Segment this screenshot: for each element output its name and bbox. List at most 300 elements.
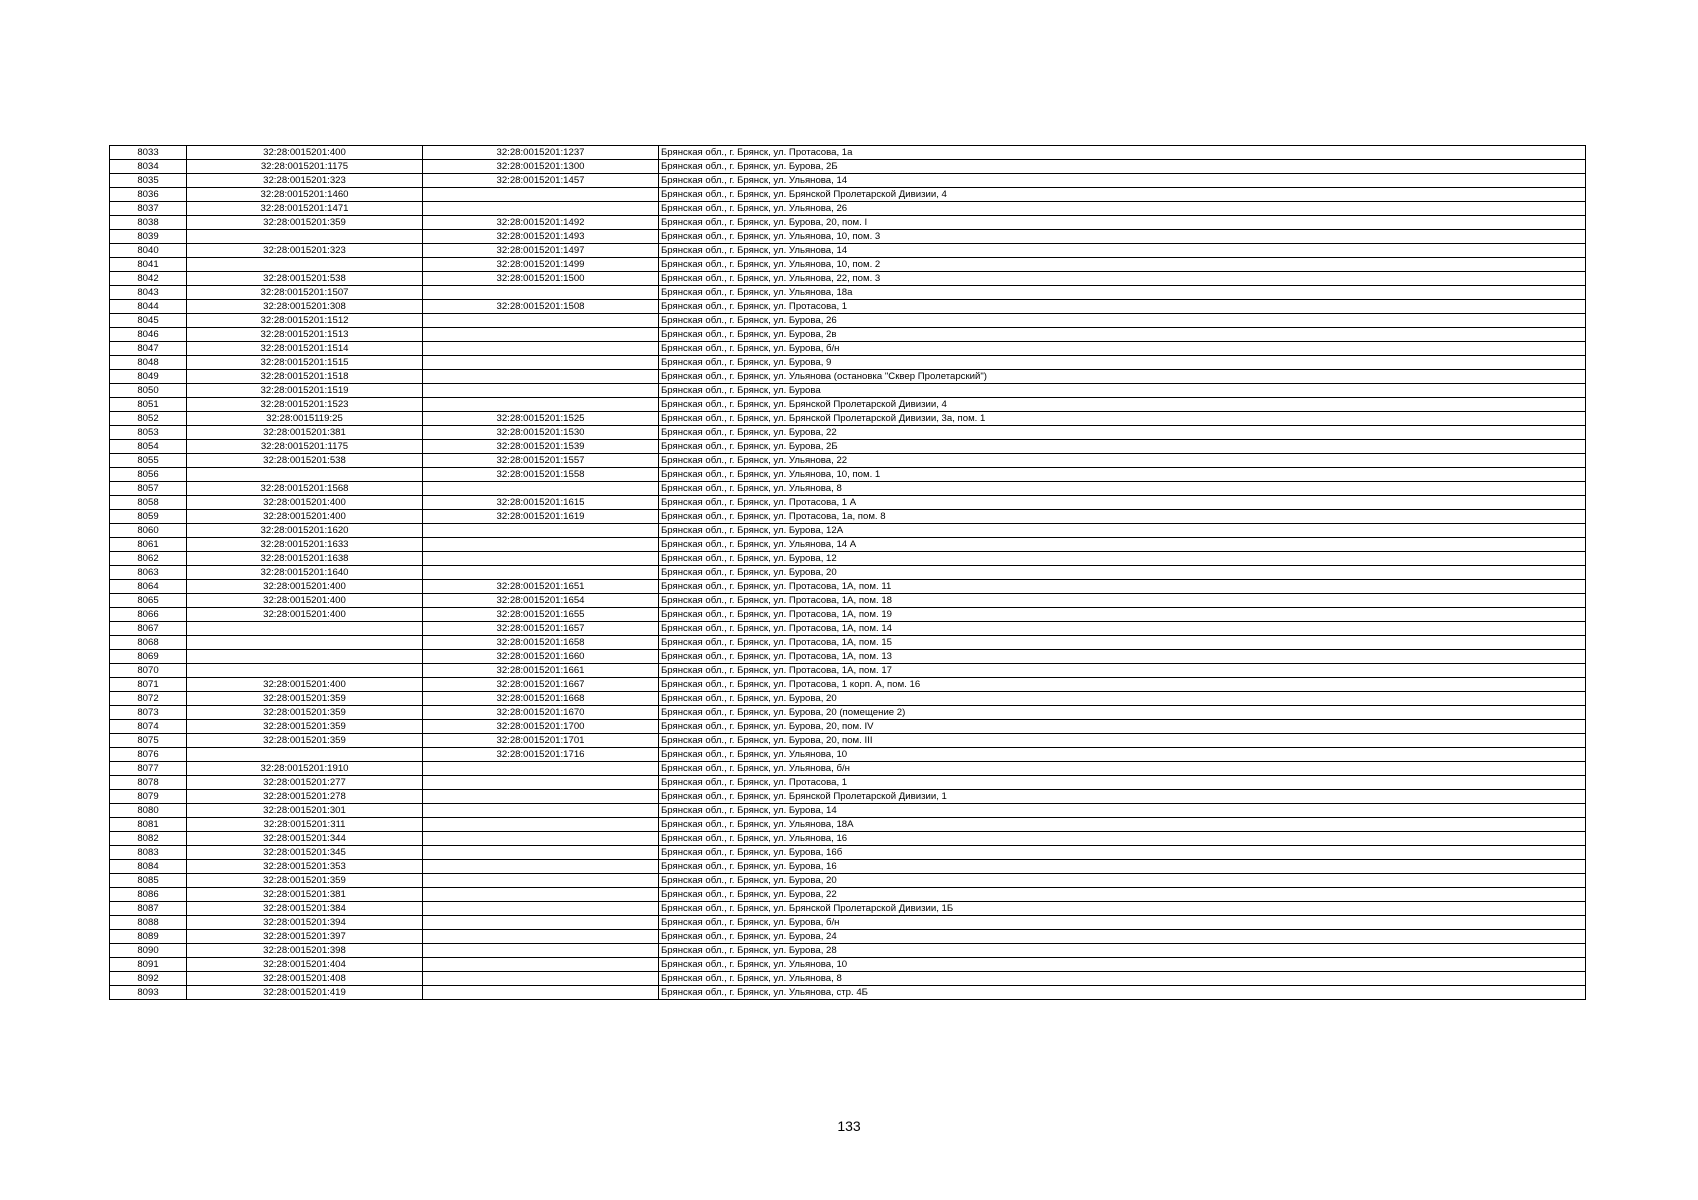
row-number-cell: 8050 [110,384,187,398]
table-row [110,790,1586,804]
table-row [110,482,1586,496]
table-row [110,692,1586,706]
table-row [110,468,1586,482]
row-number-cell: 8054 [110,440,187,454]
row-number-cell: 8088 [110,916,187,930]
row-number-cell: 8033 [110,146,187,160]
object-cadastral-number-cell: 32:28:0015201:1660 [423,650,659,664]
cadastral-number-cell: 32:28:0015201:1512 [187,314,423,328]
cadastral-number-cell [187,748,423,762]
row-number-cell: 8090 [110,944,187,958]
table-row [110,286,1586,300]
page-number: 133 [837,1118,861,1134]
row-number-cell: 8059 [110,510,187,524]
row-number-cell: 8053 [110,426,187,440]
address-cell: Брянская обл., г. Брянск, ул. Бурова, б/н [659,342,1586,356]
row-number-cell: 8085 [110,874,187,888]
table-row [110,244,1586,258]
row-number-cell: 8036 [110,188,187,202]
cadastral-number-cell: 32:28:0015201:359 [187,706,423,720]
table-row [110,188,1586,202]
cadastral-number-cell: 32:28:0015201:1175 [187,160,423,174]
cadastral-number-cell: 32:28:0015201:400 [187,496,423,510]
object-cadastral-number-cell [423,846,659,860]
address-cell: Брянская обл., г. Брянск, ул. Протасова, 1А, пом. 17 [659,664,1586,678]
address-cell: Брянская обл., г. Брянск, ул. Ульянова, 26 [659,202,1586,216]
address-cell: Брянская обл., г. Брянск, ул. Ульянова, 10, пом. 1 [659,468,1586,482]
table-row [110,314,1586,328]
row-number-cell: 8040 [110,244,187,258]
cadastral-number-cell: 32:28:0015201:359 [187,216,423,230]
table-row [110,216,1586,230]
object-cadastral-number-cell: 32:28:0015201:1661 [423,664,659,678]
table-row [110,230,1586,244]
address-cell: Брянская обл., г. Брянск, ул. Бурова, 22 [659,888,1586,902]
cadastral-number-cell [187,650,423,664]
table-row [110,902,1586,916]
cadastral-number-cell: 32:28:0015201:1640 [187,566,423,580]
address-cell: Брянская обл., г. Брянск, ул. Бурова, 26 [659,314,1586,328]
object-cadastral-number-cell [423,342,659,356]
row-number-cell: 8079 [110,790,187,804]
object-cadastral-number-cell: 32:28:0015201:1508 [423,300,659,314]
address-cell: Брянская обл., г. Брянск, ул. Ульянова, б/н [659,762,1586,776]
object-cadastral-number-cell [423,566,659,580]
object-cadastral-number-cell [423,356,659,370]
row-number-cell: 8069 [110,650,187,664]
table-row [110,734,1586,748]
table-row [110,720,1586,734]
object-cadastral-number-cell: 32:28:0015201:1300 [423,160,659,174]
table-row [110,538,1586,552]
table-row [110,650,1586,664]
table-row [110,678,1586,692]
object-cadastral-number-cell: 32:28:0015201:1667 [423,678,659,692]
address-cell: Брянская обл., г. Брянск, ул. Бурова, 20, пом. I [659,216,1586,230]
row-number-cell: 8051 [110,398,187,412]
cadastral-number-cell: 32:28:0015201:1175 [187,440,423,454]
table-row [110,874,1586,888]
object-cadastral-number-cell: 32:28:0015201:1700 [423,720,659,734]
address-cell: Брянская обл., г. Брянск, ул. Бурова, 20 [659,566,1586,580]
table-row [110,356,1586,370]
table-row [110,916,1586,930]
row-number-cell: 8093 [110,986,187,1000]
row-number-cell: 8076 [110,748,187,762]
table-row [110,804,1586,818]
row-number-cell: 8091 [110,958,187,972]
table-row [110,818,1586,832]
table-row [110,888,1586,902]
address-cell: Брянская обл., г. Брянск, ул. Бурова, 16б [659,846,1586,860]
row-number-cell: 8086 [110,888,187,902]
row-number-cell: 8044 [110,300,187,314]
cadastral-number-cell [187,622,423,636]
row-number-cell: 8083 [110,846,187,860]
cadastral-number-cell: 32:28:0015201:311 [187,818,423,832]
cadastral-number-cell: 32:28:0015201:359 [187,734,423,748]
cadastral-number-cell: 32:28:0015201:400 [187,594,423,608]
address-cell: Брянская обл., г. Брянск, ул. Брянской Пролетарской Дивизии, 3а, пом. 1 [659,412,1586,426]
row-number-cell: 8041 [110,258,187,272]
address-cell: Брянская обл., г. Брянск, ул. Бурова, 20 (помещение 2) [659,706,1586,720]
table-row [110,412,1586,426]
table-row [110,258,1586,272]
object-cadastral-number-cell [423,832,659,846]
row-number-cell: 8046 [110,328,187,342]
address-cell: Брянская обл., г. Брянск, ул. Ульянова, 18а [659,286,1586,300]
address-cell: Брянская обл., г. Брянск, ул. Бурова, 24 [659,930,1586,944]
cadastral-number-cell: 32:28:0015201:344 [187,832,423,846]
address-cell: Брянская обл., г. Брянск, ул. Ульянова, 14 А [659,538,1586,552]
address-cell: Брянская обл., г. Брянск, ул. Бурова, 28 [659,944,1586,958]
address-cell: Брянская обл., г. Брянск, ул. Протасова, 1А, пом. 14 [659,622,1586,636]
address-cell: Брянская обл., г. Брянск, ул. Протасова, 1А, пом. 11 [659,580,1586,594]
row-number-cell: 8043 [110,286,187,300]
table-row [110,174,1586,188]
cadastral-table [109,145,1586,1000]
table-row [110,608,1586,622]
row-number-cell: 8063 [110,566,187,580]
address-cell: Брянская обл., г. Брянск, ул. Бурова, 2Б [659,440,1586,454]
cadastral-number-cell: 32:28:0015201:408 [187,972,423,986]
address-cell: Брянская обл., г. Брянск, ул. Протасова, 1 [659,776,1586,790]
cadastral-number-cell: 32:28:0015201:1513 [187,328,423,342]
table-row [110,454,1586,468]
object-cadastral-number-cell [423,930,659,944]
object-cadastral-number-cell [423,986,659,1000]
object-cadastral-number-cell: 32:28:0015201:1654 [423,594,659,608]
cadastral-number-cell: 32:28:0015201:1518 [187,370,423,384]
row-number-cell: 8049 [110,370,187,384]
row-number-cell: 8047 [110,342,187,356]
cadastral-number-cell: 32:28:0015201:400 [187,678,423,692]
row-number-cell: 8064 [110,580,187,594]
object-cadastral-number-cell [423,552,659,566]
address-cell: Брянская обл., г. Брянск, ул. Ульянова, 10, пом. 2 [659,258,1586,272]
row-number-cell: 8057 [110,482,187,496]
object-cadastral-number-cell [423,314,659,328]
table-row [110,636,1586,650]
table-row [110,496,1586,510]
row-number-cell: 8087 [110,902,187,916]
object-cadastral-number-cell: 32:28:0015201:1539 [423,440,659,454]
cadastral-number-cell: 32:28:0015201:1515 [187,356,423,370]
address-cell: Брянская обл., г. Брянск, ул. Бурова, 20 [659,692,1586,706]
object-cadastral-number-cell [423,972,659,986]
row-number-cell: 8073 [110,706,187,720]
cadastral-number-cell: 32:28:0015201:1910 [187,762,423,776]
address-cell: Брянская обл., г. Брянск, ул. Бурова, 12А [659,524,1586,538]
cadastral-number-cell: 32:28:0015201:359 [187,720,423,734]
object-cadastral-number-cell: 32:28:0015201:1716 [423,748,659,762]
cadastral-number-cell [187,468,423,482]
object-cadastral-number-cell [423,538,659,552]
table-row [110,510,1586,524]
object-cadastral-number-cell: 32:28:0015201:1701 [423,734,659,748]
cadastral-number-cell: 32:28:0015201:394 [187,916,423,930]
table-row [110,370,1586,384]
table-row [110,342,1586,356]
address-cell: Брянская обл., г. Брянск, ул. Ульянова (остановка "Сквер Пролетарский") [659,370,1586,384]
cadastral-number-cell: 32:28:0015201:397 [187,930,423,944]
address-cell: Брянская обл., г. Брянск, ул. Протасова, 1А, пом. 18 [659,594,1586,608]
address-cell: Брянская обл., г. Брянск, ул. Протасова, 1А, пом. 15 [659,636,1586,650]
address-cell: Брянская обл., г. Брянск, ул. Протасова, 1 корп. А, пом. 16 [659,678,1586,692]
table-row [110,832,1586,846]
address-cell: Брянская обл., г. Брянск, ул. Ульянова, 22, пом. 3 [659,272,1586,286]
table-row [110,160,1586,174]
cadastral-number-cell: 32:28:0015201:400 [187,146,423,160]
table-row [110,762,1586,776]
object-cadastral-number-cell [423,398,659,412]
object-cadastral-number-cell [423,874,659,888]
object-cadastral-number-cell [423,370,659,384]
object-cadastral-number-cell: 32:28:0015201:1670 [423,706,659,720]
address-cell: Брянская обл., г. Брянск, ул. Бурова, 2в [659,328,1586,342]
address-cell: Брянская обл., г. Брянск, ул. Ульянова, 14 [659,244,1586,258]
row-number-cell: 8048 [110,356,187,370]
object-cadastral-number-cell: 32:28:0015201:1500 [423,272,659,286]
table-row [110,300,1586,314]
address-cell: Брянская обл., г. Брянск, ул. Бурова, 9 [659,356,1586,370]
cadastral-number-cell: 32:28:0015201:1507 [187,286,423,300]
address-cell: Брянская обл., г. Брянск, ул. Бурова, 22 [659,426,1586,440]
table-row [110,972,1586,986]
cadastral-number-cell: 32:28:0015201:1620 [187,524,423,538]
table-row [110,580,1586,594]
row-number-cell: 8072 [110,692,187,706]
cadastral-number-cell: 32:28:0015201:538 [187,454,423,468]
address-cell: Брянская обл., г. Брянск, ул. Протасова, 1А, пом. 13 [659,650,1586,664]
row-number-cell: 8080 [110,804,187,818]
row-number-cell: 8055 [110,454,187,468]
object-cadastral-number-cell [423,818,659,832]
table-row [110,384,1586,398]
address-cell: Брянская обл., г. Брянск, ул. Брянской Пролетарской Дивизии, 4 [659,398,1586,412]
object-cadastral-number-cell: 32:28:0015201:1557 [423,454,659,468]
address-cell: Брянская обл., г. Брянск, ул. Ульянова, 14 [659,174,1586,188]
address-cell: Брянская обл., г. Брянск, ул. Брянской Пролетарской Дивизии, 1 [659,790,1586,804]
object-cadastral-number-cell [423,902,659,916]
address-cell: Брянская обл., г. Брянск, ул. Ульянова, 22 [659,454,1586,468]
cadastral-number-cell: 32:28:0015201:398 [187,944,423,958]
object-cadastral-number-cell: 32:28:0015201:1657 [423,622,659,636]
address-cell: Брянская обл., г. Брянск, ул. Ульянова, 10, пом. 3 [659,230,1586,244]
cadastral-number-cell [187,230,423,244]
row-number-cell: 8045 [110,314,187,328]
address-cell: Брянская обл., г. Брянск, ул. Ульянова, 18А [659,818,1586,832]
object-cadastral-number-cell [423,482,659,496]
table-row [110,566,1586,580]
address-cell: Брянская обл., г. Брянск, ул. Бурова, 2Б [659,160,1586,174]
row-number-cell: 8070 [110,664,187,678]
row-number-cell: 8075 [110,734,187,748]
row-number-cell: 8071 [110,678,187,692]
cadastral-number-cell: 32:28:0015201:277 [187,776,423,790]
cadastral-number-cell: 32:28:0015201:278 [187,790,423,804]
address-cell: Брянская обл., г. Брянск, ул. Протасова, 1А, пом. 19 [659,608,1586,622]
address-cell: Брянская обл., г. Брянск, ул. Бурова, 16 [659,860,1586,874]
object-cadastral-number-cell [423,888,659,902]
address-cell: Брянская обл., г. Брянск, ул. Ульянова, стр. 4Б [659,986,1586,1000]
object-cadastral-number-cell [423,790,659,804]
object-cadastral-number-cell: 32:28:0015201:1658 [423,636,659,650]
address-cell: Брянская обл., г. Брянск, ул. Бурова, 20, пом. IV [659,720,1586,734]
row-number-cell: 8068 [110,636,187,650]
address-cell: Брянская обл., г. Брянск, ул. Ульянова, 8 [659,972,1586,986]
cadastral-number-cell: 32:28:0015201:301 [187,804,423,818]
row-number-cell: 8089 [110,930,187,944]
address-cell: Брянская обл., г. Брянск, ул. Ульянова, 8 [659,482,1586,496]
object-cadastral-number-cell [423,776,659,790]
table-row [110,594,1586,608]
row-number-cell: 8066 [110,608,187,622]
row-number-cell: 8037 [110,202,187,216]
cadastral-number-cell: 32:28:0015201:359 [187,874,423,888]
object-cadastral-number-cell [423,944,659,958]
table-row [110,272,1586,286]
address-cell: Брянская обл., г. Брянск, ул. Бурова, 14 [659,804,1586,818]
row-number-cell: 8035 [110,174,187,188]
object-cadastral-number-cell [423,762,659,776]
cadastral-number-cell: 32:28:0015201:359 [187,692,423,706]
cadastral-number-cell: 32:28:0015201:323 [187,244,423,258]
cadastral-number-cell: 32:28:0015201:1519 [187,384,423,398]
object-cadastral-number-cell: 32:28:0015201:1619 [423,510,659,524]
address-cell: Брянская обл., г. Брянск, ул. Протасова, 1 А [659,496,1586,510]
cadastral-number-cell: 32:28:0015201:400 [187,608,423,622]
address-cell: Брянская обл., г. Брянск, ул. Ульянова, 10 [659,958,1586,972]
object-cadastral-number-cell: 32:28:0015201:1655 [423,608,659,622]
cadastral-number-cell: 32:28:0015201:1633 [187,538,423,552]
cadastral-number-cell: 32:28:0015201:400 [187,510,423,524]
object-cadastral-number-cell [423,286,659,300]
object-cadastral-number-cell [423,804,659,818]
row-number-cell: 8056 [110,468,187,482]
cadastral-number-cell: 32:28:0015201:1460 [187,188,423,202]
row-number-cell: 8084 [110,860,187,874]
object-cadastral-number-cell [423,958,659,972]
table-row [110,776,1586,790]
object-cadastral-number-cell [423,916,659,930]
object-cadastral-number-cell: 32:28:0015201:1615 [423,496,659,510]
table-row [110,328,1586,342]
object-cadastral-number-cell [423,524,659,538]
row-number-cell: 8074 [110,720,187,734]
address-cell: Брянская обл., г. Брянск, ул. Ульянова, 16 [659,832,1586,846]
row-number-cell: 8061 [110,538,187,552]
cadastral-number-cell: 32:28:0015201:1523 [187,398,423,412]
address-cell: Брянская обл., г. Брянск, ул. Протасова, 1 [659,300,1586,314]
object-cadastral-number-cell: 32:28:0015201:1558 [423,468,659,482]
cadastral-number-cell: 32:28:0015201:1638 [187,552,423,566]
table-row [110,202,1586,216]
row-number-cell: 8092 [110,972,187,986]
cadastral-number-cell: 32:28:0015119:25 [187,412,423,426]
row-number-cell: 8039 [110,230,187,244]
cadastral-number-cell [187,636,423,650]
table-body [110,146,1586,1000]
cadastral-number-cell: 32:28:0015201:538 [187,272,423,286]
object-cadastral-number-cell [423,384,659,398]
cadastral-number-cell: 32:28:0015201:1568 [187,482,423,496]
cadastral-number-cell: 32:28:0015201:381 [187,426,423,440]
row-number-cell: 8082 [110,832,187,846]
object-cadastral-number-cell [423,860,659,874]
row-number-cell: 8060 [110,524,187,538]
address-cell: Брянская обл., г. Брянск, ул. Протасова, 1а, пом. 8 [659,510,1586,524]
object-cadastral-number-cell: 32:28:0015201:1668 [423,692,659,706]
table-row [110,748,1586,762]
cadastral-number-cell: 32:28:0015201:419 [187,986,423,1000]
row-number-cell: 8058 [110,496,187,510]
object-cadastral-number-cell: 32:28:0015201:1457 [423,174,659,188]
table-row [110,846,1586,860]
object-cadastral-number-cell: 32:28:0015201:1651 [423,580,659,594]
table-row [110,524,1586,538]
address-cell: Брянская обл., г. Брянск, ул. Брянской Пролетарской Дивизии, 1Б [659,902,1586,916]
table-row [110,440,1586,454]
table-row [110,398,1586,412]
cadastral-number-cell: 32:28:0015201:381 [187,888,423,902]
table-row [110,552,1586,566]
cadastral-number-cell: 32:28:0015201:384 [187,902,423,916]
table-row [110,860,1586,874]
cadastral-number-cell: 32:28:0015201:323 [187,174,423,188]
table-row [110,944,1586,958]
object-cadastral-number-cell [423,328,659,342]
row-number-cell: 8038 [110,216,187,230]
row-number-cell: 8065 [110,594,187,608]
address-cell: Брянская обл., г. Брянск, ул. Бурова, 20 [659,874,1586,888]
cadastral-number-cell: 32:28:0015201:345 [187,846,423,860]
address-cell: Брянская обл., г. Брянск, ул. Бурова [659,384,1586,398]
object-cadastral-number-cell: 32:28:0015201:1499 [423,258,659,272]
object-cadastral-number-cell [423,188,659,202]
object-cadastral-number-cell: 32:28:0015201:1525 [423,412,659,426]
cadastral-number-cell: 32:28:0015201:353 [187,860,423,874]
object-cadastral-number-cell: 32:28:0015201:1492 [423,216,659,230]
table-row [110,426,1586,440]
row-number-cell: 8078 [110,776,187,790]
address-cell: Брянская обл., г. Брянск, ул. Бурова, 12 [659,552,1586,566]
object-cadastral-number-cell: 32:28:0015201:1530 [423,426,659,440]
cadastral-number-cell [187,258,423,272]
address-cell: Брянская обл., г. Брянск, ул. Протасова, 1а [659,146,1586,160]
object-cadastral-number-cell: 32:28:0015201:1493 [423,230,659,244]
row-number-cell: 8062 [110,552,187,566]
object-cadastral-number-cell [423,202,659,216]
cadastral-number-cell: 32:28:0015201:308 [187,300,423,314]
object-cadastral-number-cell: 32:28:0015201:1497 [423,244,659,258]
address-cell: Брянская обл., г. Брянск, ул. Брянской Пролетарской Дивизии, 4 [659,188,1586,202]
table-row [110,706,1586,720]
address-cell: Брянская обл., г. Брянск, ул. Ульянова, 10 [659,748,1586,762]
row-number-cell: 8042 [110,272,187,286]
cadastral-number-cell [187,664,423,678]
address-cell: Брянская обл., г. Брянск, ул. Бурова, 20, пом. III [659,734,1586,748]
table-row [110,622,1586,636]
object-cadastral-number-cell: 32:28:0015201:1237 [423,146,659,160]
cadastral-number-cell: 32:28:0015201:400 [187,580,423,594]
cadastral-number-cell: 32:28:0015201:1514 [187,342,423,356]
table-row [110,146,1586,160]
row-number-cell: 8077 [110,762,187,776]
table-row [110,986,1586,1000]
row-number-cell: 8081 [110,818,187,832]
table-row [110,664,1586,678]
